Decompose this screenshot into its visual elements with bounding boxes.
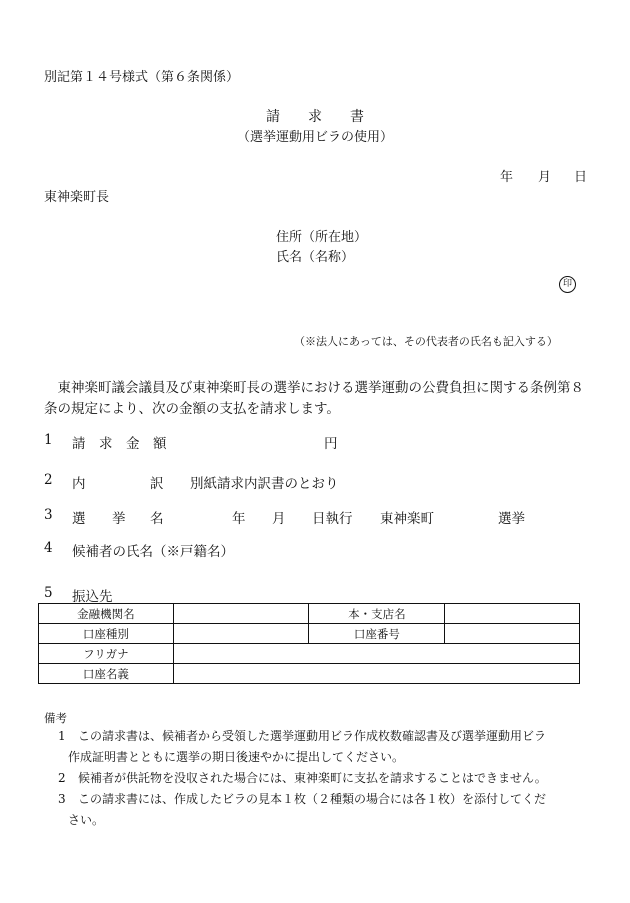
item-election-label-a: 選 [72, 511, 86, 527]
remark-2 [44, 768, 584, 789]
account-type-label: 口座種別 [39, 624, 174, 644]
table-row [39, 604, 580, 624]
furigana-label: フリガナ [39, 644, 174, 664]
account-number-label: 口座番号 [309, 624, 445, 644]
item-election-year: 年 [232, 511, 246, 527]
date-month-label: 月 [538, 170, 552, 185]
item-candidate-num: 4 [44, 540, 53, 556]
item-election-label-c: 名 [150, 511, 164, 527]
remark-1 [44, 726, 584, 747]
item-breakdown-value: 別紙請求内訳書のとおり [190, 476, 339, 492]
item-breakdown-num: 2 [44, 472, 53, 488]
item-election-num: 3 [44, 507, 53, 523]
bank-account-table [38, 603, 580, 684]
corporate-note: （※法人にあっては、その代表者の氏名も記入する） [294, 335, 558, 348]
remarks-heading: 備考 [44, 711, 67, 725]
account-type-field[interactable] [173, 624, 309, 644]
request-statement: 東神楽町議会議員及び東神楽町長の選挙における選挙運動の公費負担に関する条例第８条の規定により、次の金額の支払を請求します。 [44, 380, 584, 417]
address-label: 住所（所在地） [276, 230, 368, 245]
addressee: 東神楽町長 [44, 190, 110, 205]
remark-3 [44, 789, 584, 810]
item-breakdown-label-a: 内 [72, 476, 86, 492]
remark-1-line-1: この請求書は、候補者から受領した選挙運動用ビラ作成枚数確認書及び選挙運動用ビラ [78, 729, 547, 743]
item-amount-label: 請 求 金 額 [72, 436, 167, 452]
seal-mark: 印 [559, 276, 576, 293]
item-transfer-num: 5 [44, 585, 53, 601]
item-election-suffix: 選挙 [498, 511, 525, 527]
remark-1-num: 1 [58, 729, 66, 743]
document-subtitle: （選挙運動用ビラの使用） [236, 130, 393, 145]
remark-3-continuation [68, 810, 584, 831]
bank-name-field[interactable] [173, 604, 309, 624]
remark-1-continuation [68, 747, 584, 768]
table-row [39, 624, 580, 644]
remark-3-num: 3 [58, 792, 66, 806]
date-year-label: 年 [500, 170, 514, 185]
date-day-label: 日 [574, 170, 588, 185]
account-holder-label: 口座名義 [39, 664, 174, 684]
remark-3-line-2: さい。 [68, 813, 105, 827]
name-label: 氏名（名称） [276, 250, 355, 265]
table-row [39, 664, 580, 684]
table-row [39, 644, 580, 664]
item-election-held: 日執行 [312, 511, 353, 527]
account-number-field[interactable] [445, 624, 580, 644]
branch-field[interactable] [445, 604, 580, 624]
remark-3-line-1: この請求書には、作成したビラの見本１枚（２種類の場合には各１枚）を添付してくだ [78, 792, 547, 806]
item-election-label-b: 挙 [112, 511, 126, 527]
item-amount-unit: 円 [324, 436, 338, 452]
document-title: 請 求 書 [266, 109, 364, 125]
item-election-month: 月 [272, 511, 286, 527]
form-number: 別記第１４号様式（第６条関係） [44, 70, 240, 85]
bank-name-label: 金融機関名 [39, 604, 174, 624]
furigana-field[interactable] [173, 644, 579, 664]
remark-2-num: 2 [58, 771, 66, 785]
remark-2-text: 候補者が供託物を没収された場合には、東神楽町に支払を請求することはできません。 [78, 771, 547, 785]
item-candidate-label: 候補者の氏名（※戸籍名） [72, 544, 234, 560]
item-breakdown-label-b: 訳 [150, 476, 164, 492]
item-election-town: 東神楽町 [380, 511, 434, 527]
remark-1-line-2: 作成証明書とともに選挙の期日後速やかに提出してください。 [68, 750, 405, 764]
branch-label: 本・支店名 [309, 604, 445, 624]
item-amount-num: 1 [44, 432, 53, 448]
account-holder-field[interactable] [173, 664, 579, 684]
item-transfer-label: 振込先 [72, 589, 113, 605]
